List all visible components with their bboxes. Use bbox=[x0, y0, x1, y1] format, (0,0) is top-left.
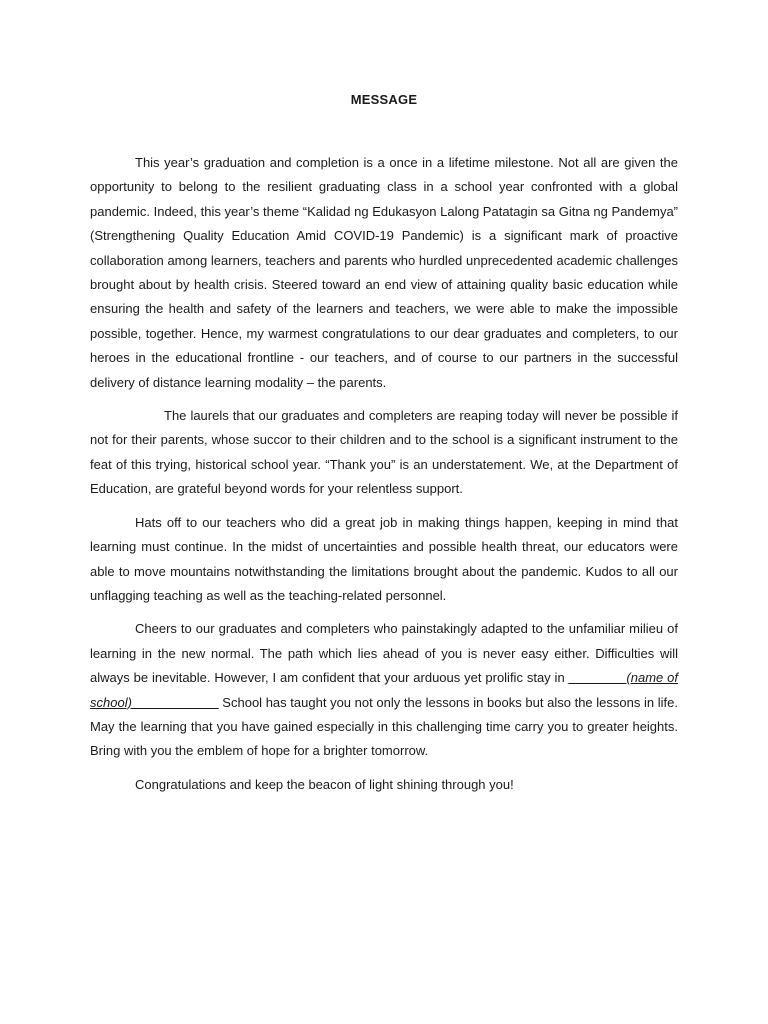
paragraph-graduates-cheers-start: Cheers to our graduates and completers who painstakingly adapted to the unfamiliar milieu of learning in the new normal. The path which lies ahead of you is never easy either. Difficulties will always be inevitable. However, I am confident that your arduous yet prolific stay in bbox=[90, 621, 678, 686]
paragraph-graduation-milestone: This year’s graduation and completion is a once in a lifetime milestone. Not all are given the opportunity to belong to the resilient graduating class in a school year confronted with a global pandemic. Indeed, this year’s theme “Kalidad ng Edukasyon Lalong Patatagin sa Gitna ng Pandemya” (Strengthening Quality Education Amid COVID-19 Pandemic) is a significant mark of proactive collaboration among learners, teachers and parents who hurdled unprecedented academic challenges brought about by health crisis. Steered toward an end view of attaining quality basic education while ensuring the health and safety of the learners and teachers, we were able to make the impossible possible, together. Hence, my warmest congratulations to our dear graduates and completers, to our heroes in the educational frontline - our teachers, and of course to our partners in the successful delivery of distance learning modality – the parents. bbox=[90, 155, 678, 390]
message-title: MESSAGE bbox=[350, 92, 418, 107]
paragraph-teachers-praise: Hats off to our teachers who did a great job in making things happen, keeping in mind that learning must continue. In the midst of uncertainties and possible health threat, our educators were able to move mountains notwithstanding the limitations brought about the pandemic. Kudos to all our unflagging teaching as well as the teaching-related personnel. bbox=[90, 514, 678, 603]
school-name-blank: ________(name of school)____________ bbox=[90, 670, 678, 710]
paragraph-parents-gratitude: The laurels that our graduates and completers are reaping today will never be possible if not for their parents, whose succor to their children and to the school is a significant instrument to the feat of this trying, historical school year. “Thank you” is an understatement. We, at the Department of Education, are grateful beyond words for your relentless support. bbox=[90, 408, 678, 497]
closing-line: Congratulations and keep the beacon of light shining through you! bbox=[135, 776, 514, 792]
document-page bbox=[90, 92, 678, 797]
paragraph-graduates-cheers bbox=[90, 617, 678, 763]
paragraph-graduates-cheers-end: School has taught you not only the lessons in books but also the lessons in life. May the learning that you have gained especially in this challenging time carry you to greater heights. Bring with you the emblem of hope for a brighter tomorrow. bbox=[90, 694, 678, 759]
